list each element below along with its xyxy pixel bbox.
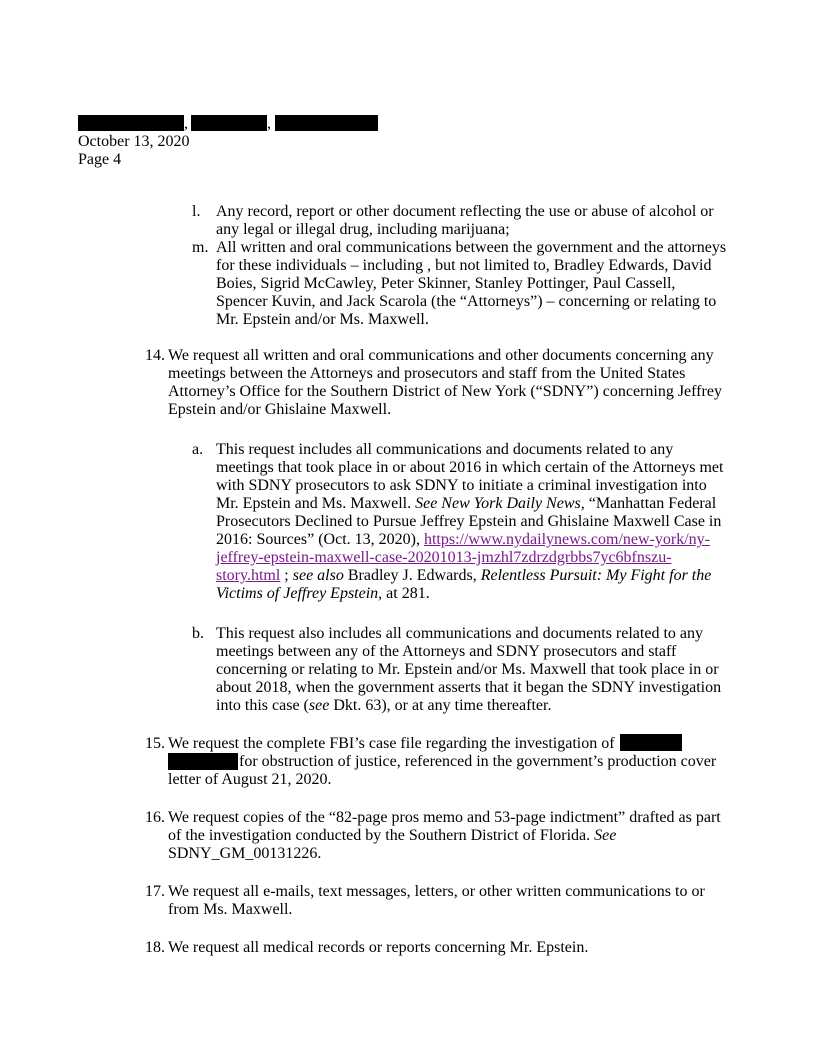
sub-item-line: with SDNY prosecutors to ask SDNY to initiate a criminal investigation into — [216, 477, 707, 494]
sub-item-line: meetings between any of the Attorneys and SDNY prosecutors and staff — [216, 643, 677, 660]
sub-item-line: about 2018, when the government asserts that it began the SDNY investigation — [216, 679, 722, 696]
news-article-link[interactable]: https://www.nydailynews.com/new-york/ny- — [423, 531, 710, 548]
paragraph-line: meetings between the Attorneys and prosecutors and staff from the United States — [168, 365, 686, 382]
sub-item-line: This request also includes all communications and documents related to any — [216, 625, 703, 642]
item-text-line: any legal or illegal drug, including marijuana; — [216, 221, 510, 238]
paragraph-line: We request the complete FBI’s case file regarding the investigation of — [168, 735, 615, 752]
citation-italic: see — [308, 697, 330, 714]
sub-item-label: b. — [192, 625, 204, 642]
news-article-link[interactable]: jeffrey-epstein-maxwell-case-20201013-jmzhl7zdrzdgrbbs7yc6bfnszu- — [216, 549, 672, 566]
paragraph-line: Attorney’s Office for the Southern District of New York (“SDNY”) concerning Jeffrey — [168, 383, 722, 400]
citation-italic: See — [594, 827, 617, 844]
sub-item-line — [216, 495, 716, 513]
letter-date: October 13, 2020 — [78, 133, 190, 150]
item-text-line: Any record, report or other document reflecting the use or abuse of alcohol or — [216, 203, 714, 220]
book-title: Relentless Pursuit: My Fight for the — [480, 567, 712, 584]
text-run: , at 281. — [378, 585, 430, 602]
paragraph-line: from Ms. Maxwell. — [168, 901, 293, 918]
redaction-box — [168, 753, 238, 770]
item-label: m. — [192, 239, 209, 256]
header-comma: , — [184, 115, 188, 132]
paragraph-line: Epstein and/or Ghislaine Maxwell. — [168, 401, 392, 418]
header-comma: , — [267, 115, 271, 132]
citation-italic: see also — [292, 567, 344, 584]
paragraph-number: 15. — [145, 735, 165, 752]
text-run: Bradley J. Edwards, — [343, 567, 481, 584]
paragraph-line: We request copies of the “82-page pros memo and 53-page indictment” drafted as part — [168, 809, 721, 826]
paragraph-line: We request all medical records or reports concerning Mr. Epstein. — [168, 939, 589, 956]
citation-italic: See New York Daily News — [415, 495, 581, 512]
sub-item-line — [216, 585, 430, 603]
page-number: Page 4 — [78, 151, 122, 168]
item-label: l. — [192, 203, 201, 220]
paragraph-number: 14. — [145, 347, 165, 364]
paragraph-line: SDNY_GM_00131226. — [168, 845, 322, 862]
text-run: into this case ( — [216, 697, 309, 714]
sub-item-line — [216, 549, 672, 567]
paragraph-line: letter of August 21, 2020. — [168, 771, 332, 788]
text-run: Dkt. 63), or at any time thereafter. — [329, 697, 552, 714]
item-text-line: All written and oral communications between the government and the attorneys — [216, 239, 727, 256]
paragraph-number: 17. — [145, 883, 165, 900]
sub-item-label: a. — [192, 441, 204, 458]
text-run: ; — [280, 567, 293, 584]
book-title: Victims of Jeffrey Epstein — [216, 585, 379, 602]
sub-item-line — [216, 531, 710, 549]
sub-item-line — [216, 697, 551, 715]
paragraph-line: for obstruction of justice, referenced in the government’s production cover — [239, 753, 717, 770]
text-run: 2016: Sources” (Oct. 13, 2020), — [216, 531, 424, 548]
redaction-box — [620, 734, 682, 751]
paragraph-number: 16. — [145, 809, 165, 826]
item-text-line: Boies, Sigrid McCawley, Peter Skinner, Stanley Pottinger, Paul Cassell, — [216, 275, 676, 292]
item-text-line: Spencer Kuvin, and Jack Scarola (the “Attorneys”) – concerning or relating to — [216, 293, 717, 310]
item-text-line: for these individuals – including , but not limited to, Bradley Edwards, David — [216, 257, 712, 274]
paragraph-line: We request all e-mails, text messages, letters, or other written communications to or — [168, 883, 705, 900]
redaction-box — [275, 115, 378, 131]
redaction-box — [78, 115, 184, 131]
paragraph-number: 18. — [145, 939, 165, 956]
text-run: Mr. Epstein and Ms. Maxwell. — [216, 495, 416, 512]
text-run: , “Manhattan Federal — [580, 495, 717, 512]
item-text-line: Mr. Epstein and/or Ms. Maxwell. — [216, 311, 429, 328]
sub-item-line: This request includes all communications and documents related to any — [216, 441, 674, 458]
sub-item-line — [216, 567, 711, 585]
sub-item-line: meetings that took place in or about 2016 in which certain of the Attorneys met — [216, 459, 724, 476]
paragraph-line — [168, 827, 616, 845]
text-run: of the investigation conducted by the Southern District of Florida. — [168, 827, 595, 844]
sub-item-line: Prosecutors Declined to Pursue Jeffrey Epstein and Ghislaine Maxwell Case in — [216, 513, 722, 530]
paragraph-line: We request all written and oral communications and other documents concerning any — [168, 347, 714, 364]
sub-item-line: concerning or relating to Mr. Epstein and/or Ms. Maxwell that took place in or — [216, 661, 719, 678]
redaction-box — [191, 115, 267, 131]
news-article-link[interactable]: story.html — [216, 567, 281, 584]
